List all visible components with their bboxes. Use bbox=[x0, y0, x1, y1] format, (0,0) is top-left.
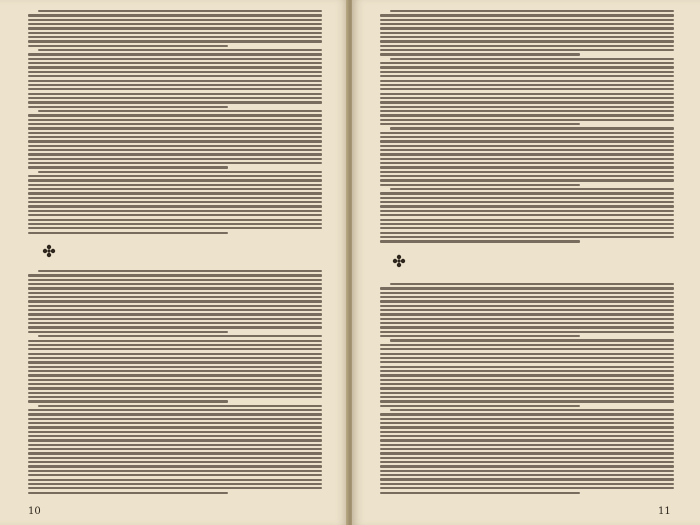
text-line bbox=[28, 279, 322, 281]
text-line bbox=[380, 478, 674, 480]
text-line bbox=[28, 214, 322, 216]
text-line bbox=[28, 444, 322, 446]
text-line bbox=[380, 101, 674, 103]
text-line bbox=[380, 448, 674, 450]
text-line bbox=[380, 400, 674, 402]
text-line bbox=[28, 461, 322, 463]
text-line bbox=[390, 127, 674, 129]
text-line bbox=[380, 470, 674, 472]
text-line bbox=[380, 374, 674, 376]
text-line bbox=[380, 457, 674, 459]
text-line bbox=[38, 405, 322, 407]
text-line bbox=[28, 179, 322, 181]
text-line bbox=[380, 422, 674, 424]
text-line bbox=[380, 287, 674, 289]
text-line bbox=[28, 136, 322, 138]
text-line bbox=[380, 19, 674, 21]
text-line bbox=[28, 357, 322, 359]
text-line bbox=[28, 439, 322, 441]
text-line bbox=[380, 318, 674, 320]
text-line bbox=[380, 366, 674, 368]
text-line bbox=[28, 418, 322, 420]
text-line bbox=[380, 426, 674, 428]
text-line bbox=[28, 348, 322, 350]
text-line bbox=[380, 27, 674, 29]
text-line bbox=[28, 353, 322, 355]
text-line bbox=[380, 97, 674, 99]
text-line bbox=[28, 27, 322, 29]
text-line bbox=[380, 227, 674, 229]
text-line bbox=[380, 483, 674, 485]
text-line bbox=[28, 366, 322, 368]
text-line bbox=[380, 465, 674, 467]
right-page bbox=[352, 0, 700, 525]
text-line bbox=[380, 175, 674, 177]
body-text-left-top bbox=[28, 10, 322, 234]
text-line bbox=[28, 84, 322, 86]
text-line bbox=[28, 88, 322, 90]
text-line bbox=[28, 344, 322, 346]
text-line bbox=[28, 14, 322, 16]
text-line bbox=[28, 326, 322, 328]
text-line bbox=[390, 409, 674, 411]
text-line bbox=[28, 457, 322, 459]
text-line bbox=[380, 23, 674, 25]
text-line bbox=[28, 318, 322, 320]
page-number-left: 10 bbox=[28, 506, 41, 517]
text-line bbox=[28, 192, 322, 194]
text-line bbox=[380, 49, 674, 51]
text-line bbox=[28, 431, 322, 433]
text-line bbox=[380, 439, 674, 441]
text-line bbox=[28, 374, 322, 376]
flower-ornament-icon bbox=[42, 244, 56, 258]
text-line bbox=[28, 158, 322, 160]
text-line bbox=[380, 71, 674, 73]
text-line bbox=[28, 413, 322, 415]
text-line bbox=[380, 36, 674, 38]
text-line bbox=[380, 166, 674, 168]
text-line bbox=[380, 171, 674, 173]
text-line bbox=[380, 240, 580, 242]
text-line bbox=[380, 300, 674, 302]
text-line bbox=[28, 119, 322, 121]
text-line bbox=[380, 153, 674, 155]
text-line bbox=[28, 45, 228, 47]
text-line bbox=[380, 140, 674, 142]
text-line bbox=[380, 179, 674, 181]
text-line bbox=[380, 413, 674, 415]
flower-ornament-icon bbox=[392, 254, 406, 268]
text-line bbox=[28, 19, 322, 21]
text-line bbox=[380, 383, 674, 385]
text-line bbox=[28, 448, 322, 450]
text-line bbox=[380, 192, 674, 194]
text-line bbox=[28, 409, 322, 411]
text-line bbox=[28, 400, 228, 402]
text-line bbox=[380, 84, 674, 86]
text-line bbox=[380, 205, 674, 207]
text-line bbox=[390, 339, 674, 341]
text-line bbox=[38, 270, 322, 272]
text-line bbox=[380, 214, 674, 216]
text-line bbox=[38, 49, 322, 51]
text-line bbox=[380, 162, 674, 164]
text-line bbox=[380, 197, 674, 199]
text-line bbox=[28, 80, 322, 82]
text-line bbox=[28, 153, 322, 155]
text-line bbox=[380, 62, 674, 64]
text-line bbox=[380, 331, 674, 333]
text-line bbox=[380, 210, 674, 212]
text-line bbox=[380, 326, 674, 328]
text-line bbox=[28, 296, 322, 298]
text-line bbox=[380, 88, 674, 90]
text-line bbox=[28, 219, 322, 221]
text-line bbox=[380, 66, 674, 68]
text-line bbox=[28, 422, 322, 424]
text-line bbox=[38, 335, 322, 337]
body-text-right-bottom bbox=[380, 283, 674, 494]
text-line bbox=[28, 474, 322, 476]
text-line bbox=[28, 145, 322, 147]
text-line bbox=[380, 149, 674, 151]
text-line bbox=[28, 232, 228, 234]
text-line bbox=[28, 127, 322, 129]
text-line bbox=[28, 223, 322, 225]
text-line bbox=[380, 392, 674, 394]
text-line bbox=[28, 23, 322, 25]
text-line bbox=[380, 353, 674, 355]
text-line bbox=[380, 309, 674, 311]
text-line bbox=[380, 396, 674, 398]
text-line bbox=[380, 223, 674, 225]
text-line bbox=[28, 479, 322, 481]
body-text-left-bottom bbox=[28, 270, 322, 494]
text-line bbox=[380, 75, 674, 77]
text-line bbox=[28, 101, 322, 103]
text-line bbox=[380, 357, 674, 359]
text-line bbox=[380, 313, 674, 315]
text-line bbox=[380, 461, 674, 463]
text-line bbox=[28, 492, 228, 494]
text-line bbox=[28, 452, 322, 454]
text-line bbox=[28, 370, 322, 372]
text-line bbox=[380, 361, 674, 363]
text-line bbox=[28, 322, 322, 324]
text-line bbox=[28, 483, 322, 485]
text-line bbox=[380, 232, 674, 234]
text-line bbox=[380, 292, 674, 294]
text-line bbox=[380, 344, 674, 346]
text-line bbox=[380, 132, 674, 134]
text-line bbox=[390, 10, 674, 12]
text-line bbox=[380, 145, 674, 147]
text-line bbox=[28, 313, 322, 315]
text-line bbox=[28, 114, 322, 116]
text-line bbox=[28, 305, 322, 307]
text-line bbox=[28, 162, 322, 164]
text-line bbox=[380, 296, 674, 298]
text-line bbox=[28, 465, 322, 467]
text-line bbox=[28, 392, 322, 394]
text-line bbox=[390, 283, 674, 285]
text-line bbox=[28, 53, 322, 55]
text-line bbox=[390, 58, 674, 60]
text-line bbox=[28, 227, 322, 229]
text-line bbox=[380, 32, 674, 34]
text-line bbox=[380, 418, 674, 420]
text-line bbox=[38, 171, 322, 173]
text-line bbox=[380, 219, 674, 221]
text-line bbox=[380, 322, 674, 324]
text-line bbox=[380, 93, 674, 95]
text-line bbox=[28, 166, 228, 168]
text-line bbox=[380, 201, 674, 203]
text-line bbox=[38, 10, 322, 12]
text-line bbox=[390, 188, 674, 190]
text-line bbox=[28, 361, 322, 363]
text-line bbox=[28, 387, 322, 389]
text-line bbox=[28, 205, 322, 207]
text-line bbox=[380, 431, 674, 433]
text-line bbox=[28, 309, 322, 311]
text-line bbox=[28, 66, 322, 68]
text-line bbox=[380, 492, 580, 494]
text-line bbox=[28, 75, 322, 77]
text-line bbox=[28, 383, 322, 385]
text-line bbox=[28, 149, 322, 151]
text-line bbox=[28, 210, 322, 212]
text-line bbox=[380, 45, 674, 47]
text-line bbox=[28, 36, 322, 38]
text-line bbox=[28, 62, 322, 64]
text-line bbox=[28, 274, 322, 276]
text-line bbox=[380, 335, 580, 337]
text-line bbox=[28, 97, 322, 99]
text-line bbox=[380, 348, 674, 350]
text-line bbox=[380, 158, 674, 160]
text-line bbox=[28, 58, 322, 60]
text-line bbox=[28, 287, 322, 289]
text-line bbox=[28, 197, 322, 199]
text-line bbox=[38, 110, 322, 112]
text-line bbox=[28, 487, 322, 489]
text-line bbox=[380, 444, 674, 446]
text-line bbox=[28, 379, 322, 381]
text-line bbox=[380, 474, 674, 476]
text-line bbox=[28, 106, 228, 108]
text-line bbox=[28, 283, 322, 285]
text-line bbox=[28, 300, 322, 302]
text-line bbox=[380, 405, 580, 407]
text-line bbox=[28, 340, 322, 342]
text-line bbox=[28, 71, 322, 73]
text-line bbox=[380, 53, 580, 55]
page-number-right: 11 bbox=[658, 506, 671, 517]
text-line bbox=[380, 114, 674, 116]
text-line bbox=[28, 426, 322, 428]
text-line bbox=[28, 396, 322, 398]
text-line bbox=[28, 140, 322, 142]
text-line bbox=[380, 184, 580, 186]
text-line bbox=[380, 370, 674, 372]
text-line bbox=[380, 305, 674, 307]
text-line bbox=[28, 93, 322, 95]
text-line bbox=[380, 119, 674, 121]
text-line bbox=[28, 123, 322, 125]
text-line bbox=[380, 136, 674, 138]
text-line bbox=[380, 80, 674, 82]
text-line bbox=[380, 123, 580, 125]
text-line bbox=[28, 331, 228, 333]
text-line bbox=[380, 487, 674, 489]
text-line bbox=[380, 40, 674, 42]
text-line bbox=[380, 452, 674, 454]
text-line bbox=[28, 40, 322, 42]
body-text-right-top bbox=[380, 10, 674, 243]
left-page bbox=[0, 0, 348, 525]
text-line bbox=[380, 379, 674, 381]
text-line bbox=[380, 387, 674, 389]
text-line bbox=[28, 188, 322, 190]
text-line bbox=[380, 435, 674, 437]
text-line bbox=[28, 201, 322, 203]
text-line bbox=[380, 236, 674, 238]
text-line bbox=[28, 175, 322, 177]
text-line bbox=[28, 132, 322, 134]
text-line bbox=[380, 110, 674, 112]
text-line bbox=[380, 106, 674, 108]
text-line bbox=[28, 470, 322, 472]
text-line bbox=[28, 435, 322, 437]
text-line bbox=[28, 292, 322, 294]
text-line bbox=[380, 14, 674, 16]
text-line bbox=[28, 184, 322, 186]
text-line bbox=[28, 32, 322, 34]
